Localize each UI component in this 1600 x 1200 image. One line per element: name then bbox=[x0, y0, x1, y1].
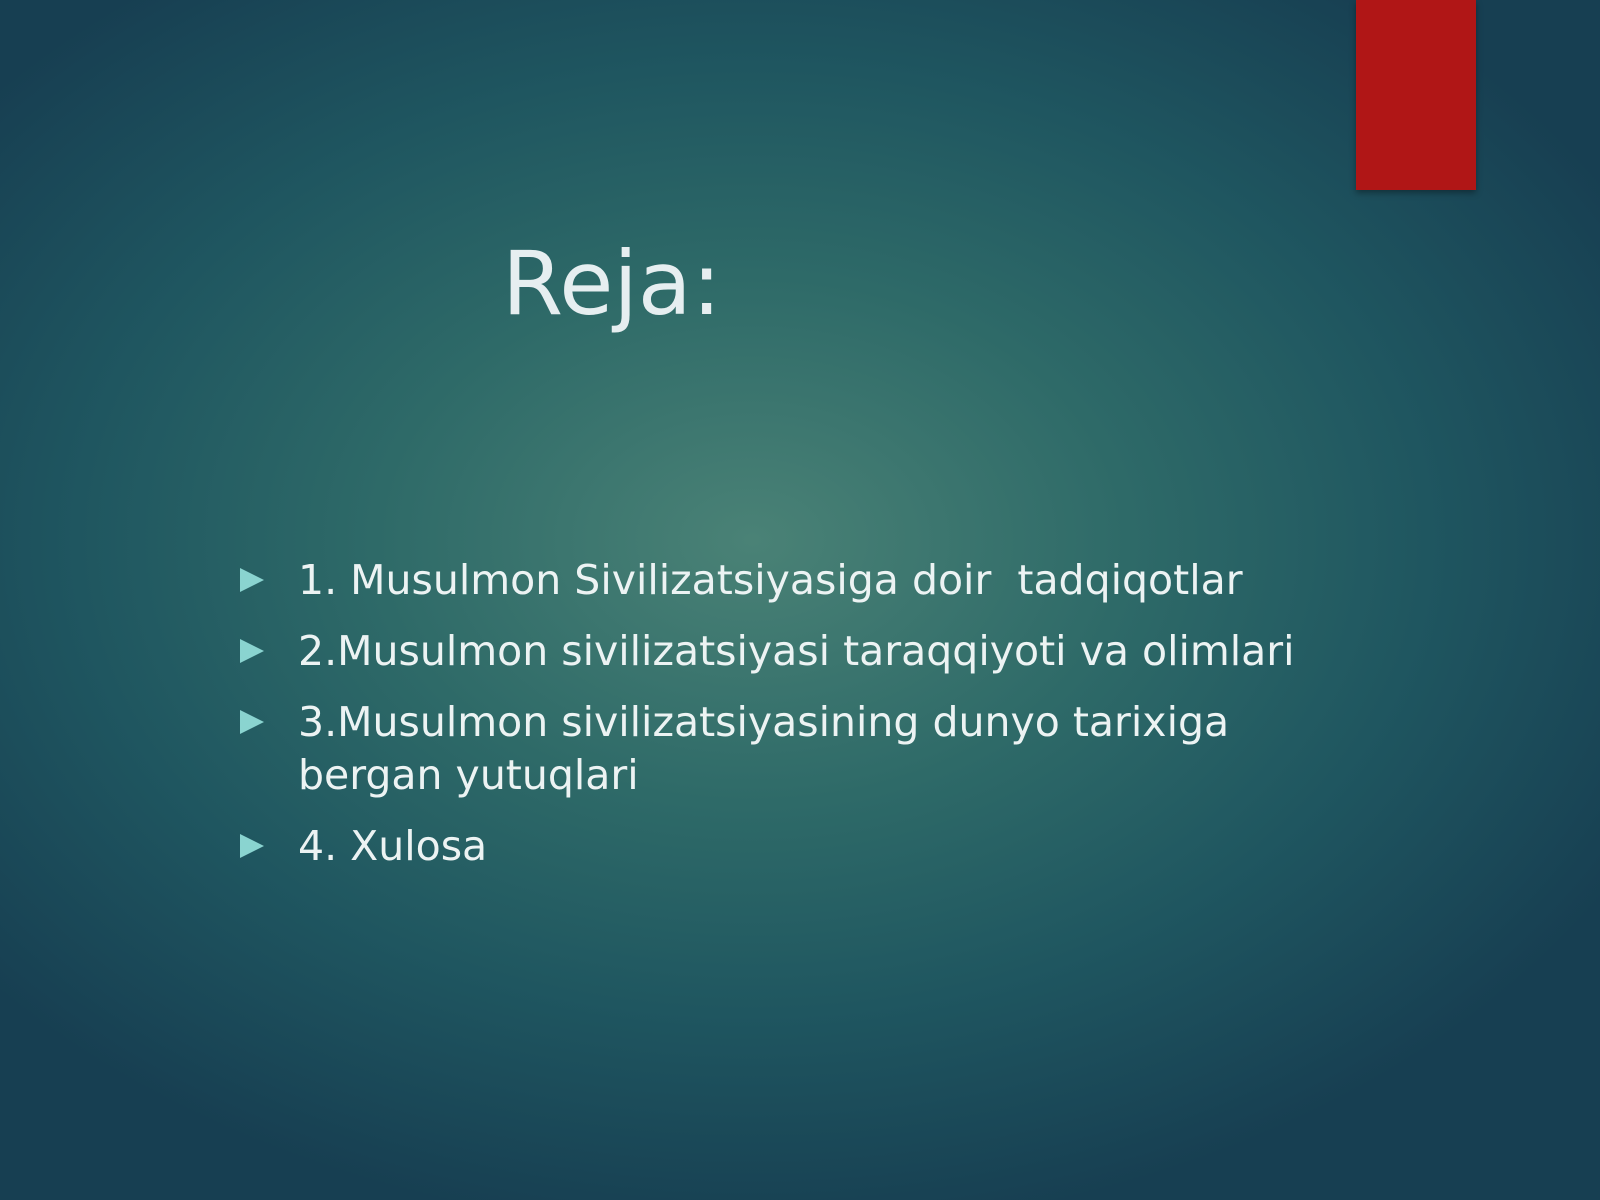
agenda-item-text: 1. Musulmon Sivilizatsiyasiga doir tadqiqotlar bbox=[298, 556, 1243, 604]
triangle-bullet-icon bbox=[240, 710, 264, 734]
agenda-item bbox=[240, 820, 1350, 873]
agenda-item-text: 4. Xulosa bbox=[298, 822, 488, 870]
triangle-bullet-icon bbox=[240, 834, 264, 858]
agenda-item bbox=[240, 554, 1350, 607]
slide-title: Reja: bbox=[502, 232, 722, 335]
triangle-bullet-icon bbox=[240, 568, 264, 592]
agenda-list bbox=[240, 554, 1350, 891]
red-accent-bar bbox=[1356, 0, 1476, 190]
agenda-item bbox=[240, 696, 1350, 802]
agenda-item bbox=[240, 625, 1350, 678]
triangle-bullet-icon bbox=[240, 639, 264, 663]
agenda-item-text: 2.Musulmon sivilizatsiyasi taraqqiyoti va olimlari bbox=[298, 627, 1295, 675]
agenda-item-text: 3.Musulmon sivilizatsiyasining dunyo tarixiga bergan yutuqlari bbox=[298, 698, 1243, 799]
